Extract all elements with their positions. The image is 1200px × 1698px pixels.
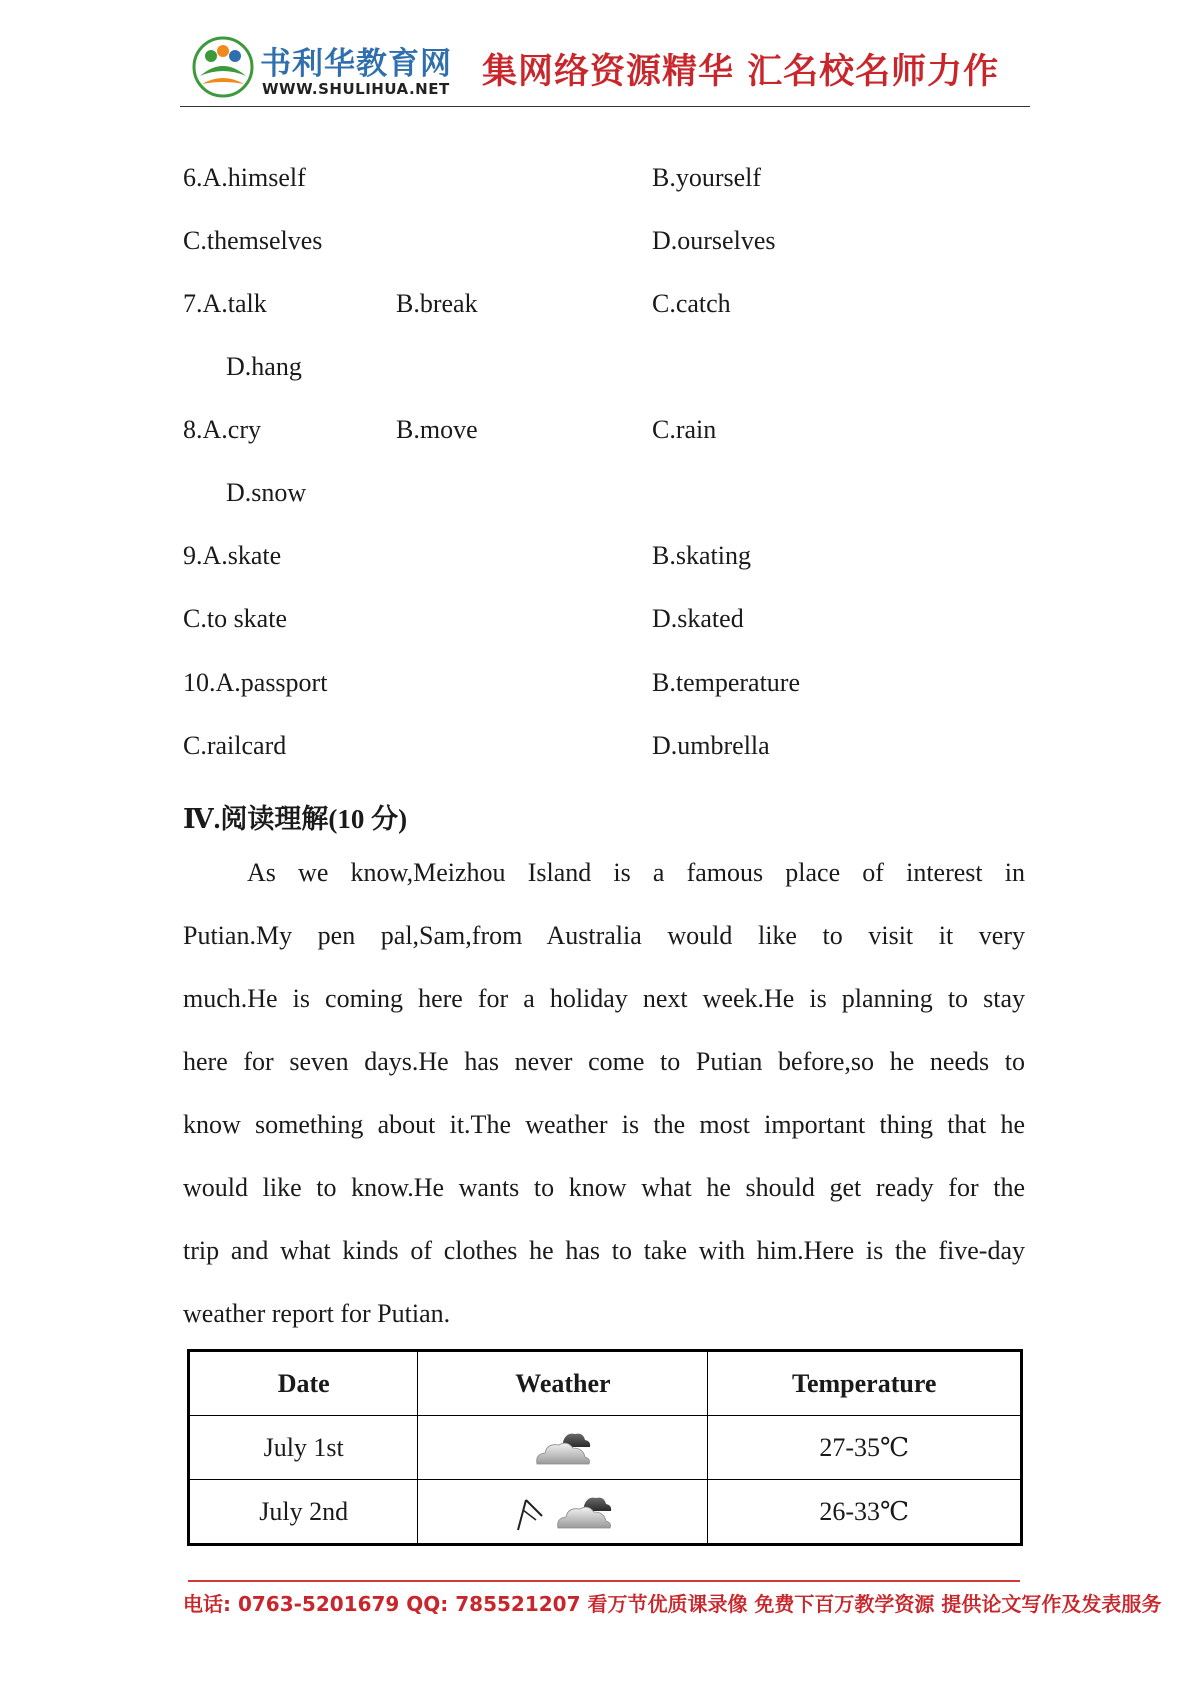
passage-line: here for seven days.He has never come to Putian before,so he needs to <box>183 1047 1025 1076</box>
passage-line: Putian.My pen pal,Sam,from Australia would like to visit it very <box>183 921 1025 950</box>
option-10b: B.temperature <box>652 668 800 697</box>
cloudy-icon <box>554 1490 614 1534</box>
option-9a: 9.A.skate <box>183 541 282 570</box>
option-6c: C.themselves <box>183 226 323 255</box>
option-9b: B.skating <box>652 541 751 570</box>
option-7d: D.hang <box>226 352 302 381</box>
option-7c: C.catch <box>652 289 731 318</box>
passage-line: trip and what kinds of clothes he has to take with him.Here is the five-day <box>183 1236 1025 1265</box>
option-10a: 10.A.passport <box>183 668 328 697</box>
option-8c: C.rain <box>652 415 717 444</box>
passage-line: would like to know.He wants to know what he should get ready for the <box>183 1173 1025 1202</box>
option-6d: D.ourselves <box>652 226 776 255</box>
header-divider <box>180 106 1030 107</box>
table-row <box>189 1480 1022 1545</box>
header-slogan: 集网络资源精华 汇名校名师力作 <box>482 52 1000 92</box>
header-date: Date <box>189 1351 418 1416</box>
footer-contact: 电话: 0763-5201679 QQ: 785521207 看万节优质课录像 免费下百万教学资源 提供论文写作及发表服务 <box>183 1592 1162 1616</box>
weather-report-table <box>187 1349 1023 1546</box>
passage-line: know something about it.The weather is the most important thing that he <box>183 1110 1025 1139</box>
option-7b: B.break <box>396 289 478 318</box>
header-weather: Weather <box>418 1351 708 1416</box>
option-7a: 7.A.talk <box>183 289 267 318</box>
footer-divider <box>188 1580 1020 1582</box>
option-8a: 8.A.cry <box>183 415 261 444</box>
weather-cell <box>418 1480 708 1545</box>
wind-flag-icon <box>512 1492 548 1532</box>
weather-cell <box>418 1416 708 1480</box>
table-header-row <box>189 1351 1022 1416</box>
passage-line: weather report for Putian. <box>183 1299 451 1328</box>
section-title: Ⅳ.阅读理解(10 分) <box>183 804 408 834</box>
option-8d: D.snow <box>226 478 307 507</box>
passage-line: As we know,Meizhou Island is a famous place of interest in <box>247 858 1025 887</box>
option-6b: B.yourself <box>652 163 762 192</box>
date-cell: July 2nd <box>189 1480 418 1545</box>
passage-line: much.He is coming here for a holiday next week.He is planning to stay <box>183 984 1025 1013</box>
site-url: WWW.SHULIHUA.NET <box>262 80 450 98</box>
date-cell: July 1st <box>189 1416 418 1480</box>
site-header <box>180 28 1030 108</box>
option-8b: B.move <box>396 415 478 444</box>
temperature-cell: 26-33℃ <box>708 1480 1022 1545</box>
option-6a: 6.A.himself <box>183 163 306 192</box>
header-temperature: Temperature <box>708 1351 1022 1416</box>
option-9c: C.to skate <box>183 604 287 633</box>
cloudy-icon <box>533 1426 593 1470</box>
shulihua-logo-icon <box>192 36 254 98</box>
option-9d: D.skated <box>652 604 744 633</box>
option-10c: C.railcard <box>183 731 287 760</box>
site-name: 书利华教育网 <box>260 46 452 82</box>
table-row <box>189 1416 1022 1480</box>
option-10d: D.umbrella <box>652 731 770 760</box>
temperature-cell: 27-35℃ <box>708 1416 1022 1480</box>
